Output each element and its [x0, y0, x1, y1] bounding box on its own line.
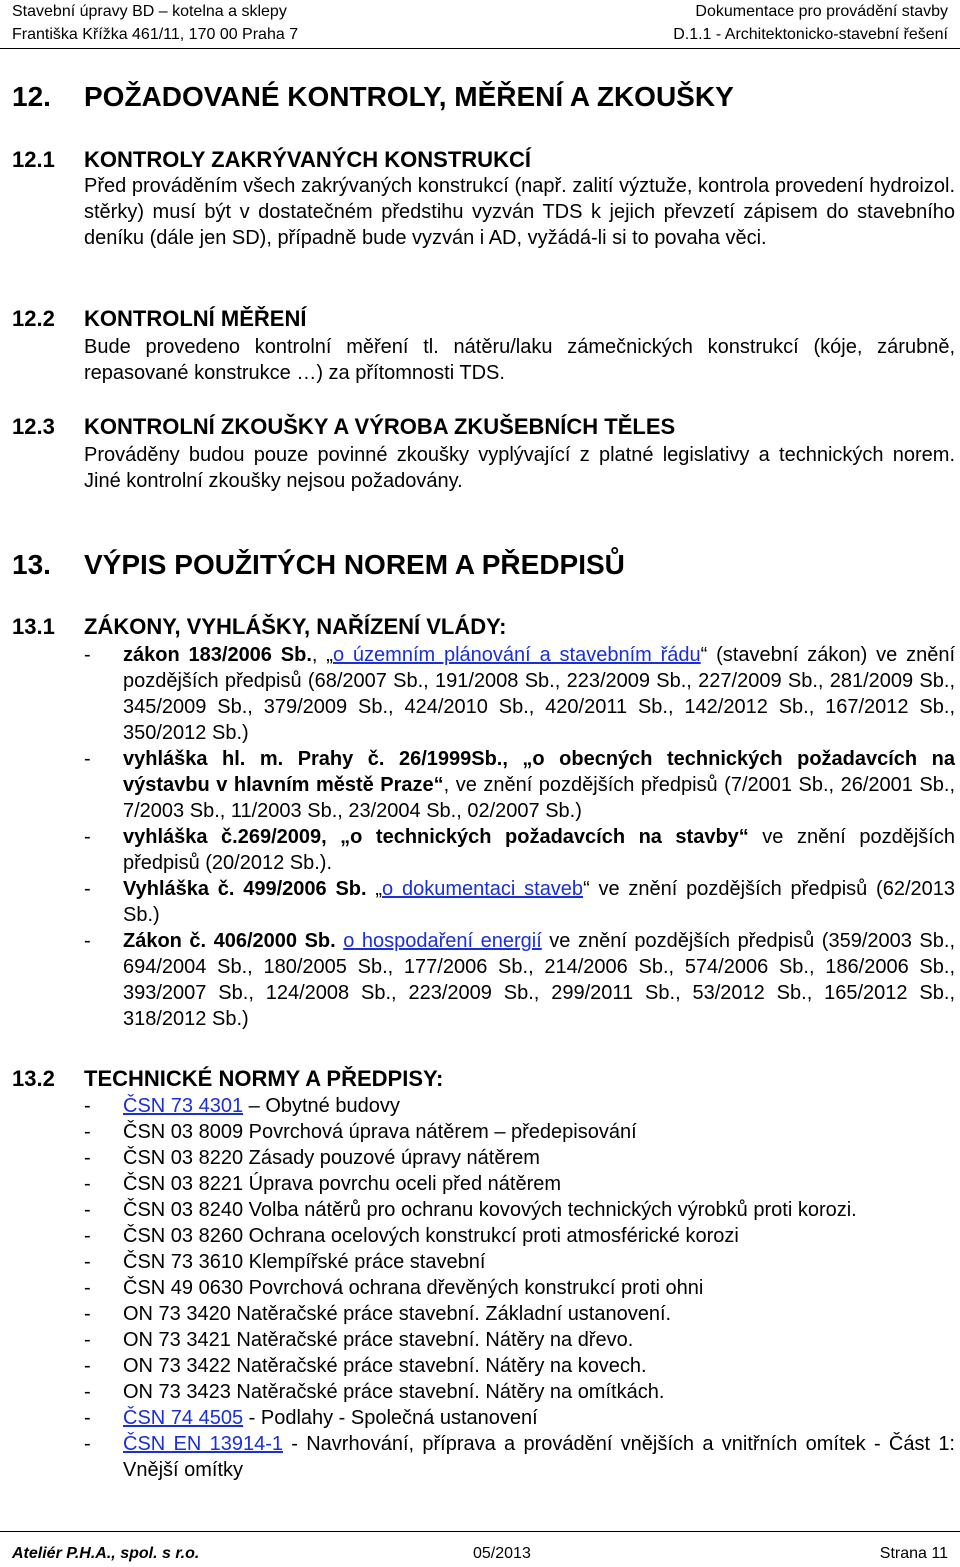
section-12-3-text: Prováděny budou pouze povinné zkoušky vyplývající z platné legislativy a technických norem. Jiné kontrolní zkoušky nejsou požadovány. [84, 444, 955, 492]
list-item: - Vyhláška č. 499/2006 Sb. „o dokumentaci staveb“ ve znění pozdějších předpisů (62/2013 Sb.) [84, 878, 956, 926]
section-number: 13.2 [12, 1066, 55, 1091]
laws-list [84, 642, 955, 1032]
section-number: 13. [12, 549, 51, 580]
list-item: - Zákon č. 406/2000 Sb. o hospodaření energií ve znění pozdějších předpisů (359/2003 Sb., 694/2004 Sb., 180/2005 Sb., 177/2006 Sb., 214/2006 Sb., 574/2006 Sb., 186/2006 Sb., 393/2007 Sb., 124/2008 Sb., 223/2009 Sb., 299/2011 Sb., 53/2012 Sb., 165/2012 Sb., 318/2012 Sb.) [84, 930, 955, 1030]
law-title: vyhláška hl. m. Prahy č. 26/1999Sb., „o obecných technických požadavcích na výstavbu v hlavním městě Praze“ [123, 748, 955, 796]
list-item: - ČSN EN 13914-1 - Navrhování, příprava a provádění vnějších a vnitřních omítek - Část 1: Vnější omítky [84, 1433, 955, 1481]
section-13-2-heading [12, 1066, 443, 1092]
section-title: VÝPIS POUŽITÝCH NOREM A PŘEDPISŮ [84, 549, 625, 580]
list-item: - ČSN 03 8260 Ochrana ocelových konstrukcí proti atmosférické korozi [84, 1225, 739, 1247]
page-header [0, 0, 960, 49]
section-12-2-text: Bude provedeno kontrolní měření tl. nátěru/laku zámečnických konstrukcí (kóje, zárubně, repasované konstrukce …) za přítomnosti TDS. [84, 336, 955, 384]
standard-link[interactable]: ČSN 73 4301 [123, 1095, 244, 1117]
list-item: - ON 73 3423 Natěračské práce stavební. Nátěry na omítkách. [84, 1381, 665, 1403]
header-doc-part: D.1.1 - Architektonicko-stavební řešení [673, 26, 948, 43]
list-item: - vyhláška hl. m. Prahy č. 26/1999Sb., „o obecných technických požadavcích na výstavbu v hlavním městě Praze“, ve znění pozdějších předpisů (7/2001 Sb., 26/2001 Sb., 7/2003 Sb., 11/2003 Sb., 23/2004 Sb., 02/2007 Sb.) [84, 748, 955, 822]
law-link[interactable]: o hospodaření energií [343, 930, 542, 952]
section-number: 13.1 [12, 614, 55, 639]
list-item: - ČSN 03 8009 Povrchová úprava nátěrem – předepisování [84, 1121, 637, 1143]
section-title: ZÁKONY, VYHLÁŠKY, NAŘÍZENÍ VLÁDY: [84, 614, 507, 639]
law-link[interactable]: o územním plánování a stavebním řádu [332, 644, 701, 666]
list-item: - ČSN 03 8240 Volba nátěrů pro ochranu kovových technických výrobků proti korozi. [84, 1199, 857, 1221]
section-12-1-heading [12, 147, 531, 173]
law-link[interactable]: o dokumentaci staveb [382, 878, 584, 900]
standard-link[interactable]: ČSN 74 4505 [123, 1407, 244, 1429]
law-title: vyhláška č.269/2009, „o technických požadavcích na stavby“ [123, 826, 749, 848]
section-number: 12. [12, 81, 51, 112]
header-project: Stavební úpravy BD – kotelna a sklepy [12, 3, 287, 20]
standards-list [84, 1093, 955, 1483]
section-13-heading [12, 548, 625, 582]
list-item: - vyhláška č.269/2009, „o technických požadavcích na stavby“ ve znění pozdějších předpisů (20/2012 Sb.). [84, 826, 955, 874]
footer-page-number: Strana 11 [879, 1545, 948, 1562]
list-item: - ČSN 73 4301 – Obytné budovy [84, 1095, 400, 1117]
list-item: - ON 73 3421 Natěračské práce stavební. Nátěry na dřevo. [84, 1329, 634, 1351]
page-footer [0, 1531, 960, 1562]
section-title: KONTROLNÍ MĚŘENÍ [84, 306, 307, 331]
law-title: Zákon č. 406/2000 Sb. [123, 930, 336, 952]
header-doc-type: Dokumentace pro provádění stavby [695, 3, 948, 20]
footer-date: 05/2013 [473, 1545, 531, 1562]
section-title: KONTROLNÍ ZKOUŠKY A VÝROBA ZKUŠEBNÍCH TĚLES [84, 414, 676, 439]
list-item: - ČSN 74 4505 - Podlahy - Společná ustanovení [84, 1407, 538, 1429]
header-address: Františka Křížka 461/11, 170 00 Praha 7 [12, 26, 299, 43]
section-title: TECHNICKÉ NORMY A PŘEDPISY: [84, 1066, 444, 1091]
list-item: - ČSN 73 3610 Klempířské práce stavební [84, 1251, 486, 1273]
law-title: Vyhláška č. 499/2006 Sb. [123, 878, 367, 900]
list-item: - ČSN 03 8220 Zásady pouzové úpravy nátěrem [84, 1147, 540, 1169]
list-item: - ČSN 03 8221 Úprava povrchu oceli před nátěrem [84, 1173, 562, 1195]
list-item: - ON 73 3420 Natěračské práce stavební. Základní ustanovení. [84, 1303, 672, 1325]
section-12-1-text: Před prováděním všech zakrývaných konstrukcí (např. zalití výztuže, kontrola provedení hydroizol. stěrky) musí být v dostatečném předstihu vyzván TDS k jejich převzetí zápisem do stavebního deníku (dále jen SD), případně bude vyzván i AD, vyžádá-li si to povaha věci. [84, 175, 955, 249]
law-title: zákon 183/2006 Sb. [123, 644, 312, 666]
section-number: 12.2 [12, 306, 55, 331]
list-item: - zákon 183/2006 Sb., „o územním plánování a stavebním řádu“ (stavební zákon) ve znění pozdějších předpisů (68/2007 Sb., 191/2008 Sb., 223/2009 Sb., 227/2009 Sb., 281/2009 Sb., 345/2009 Sb., 379/2009 Sb., 424/2010 Sb., 420/2011 Sb., 142/2012 Sb., 167/2012 Sb., 350/2012 Sb.) [84, 644, 956, 744]
section-number: 12.1 [12, 147, 55, 172]
section-number: 12.3 [12, 414, 55, 439]
standard-link[interactable]: ČSN EN 13914-1 [123, 1433, 283, 1455]
footer-company: Ateliér P.H.A., spol. s r.o. [12, 1545, 200, 1562]
section-12-heading [12, 80, 734, 114]
section-12-2-heading [12, 306, 306, 332]
section-title: POŽADOVANÉ KONTROLY, MĚŘENÍ A ZKOUŠKY [84, 81, 734, 112]
list-item: - ON 73 3422 Natěračské práce stavební. Nátěry na kovech. [84, 1355, 647, 1377]
section-13-1-heading [12, 614, 507, 640]
section-12-3-heading [12, 414, 675, 440]
list-item: - ČSN 49 0630 Povrchová ochrana dřevěných konstrukcí proti ohni [84, 1277, 704, 1299]
section-title: KONTROLY ZAKRÝVANÝCH KONSTRUKCÍ [84, 147, 531, 172]
